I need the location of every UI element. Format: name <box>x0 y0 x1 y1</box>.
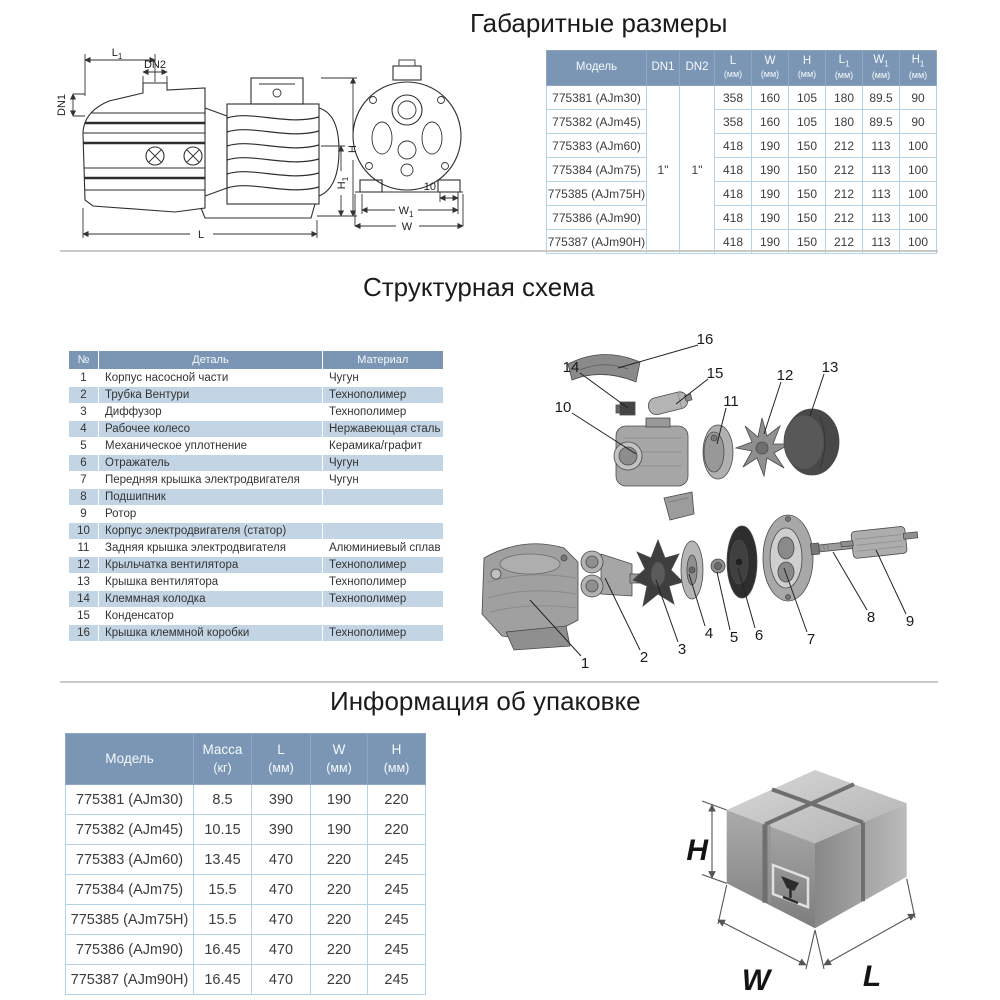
table-cell: 358 <box>715 110 752 134</box>
table-cell: 190 <box>752 158 789 182</box>
table-cell: 90 <box>900 110 937 134</box>
part-label-11: 11 <box>723 393 739 410</box>
table-cell: 245 <box>368 875 426 905</box>
table-cell: Ротор <box>99 506 323 523</box>
table-cell: Крыльчатка вентилятора <box>99 557 323 574</box>
table-cell: 190 <box>752 230 789 254</box>
table-cell: 105 <box>789 86 826 110</box>
dim-label-box-h: H <box>686 834 708 867</box>
table-cell: Трубка Вентури <box>99 387 323 404</box>
table-cell: 7 <box>69 472 99 489</box>
table-row <box>66 785 426 815</box>
table-cell: Технополимер <box>323 625 444 642</box>
part-label-3: 3 <box>677 641 687 658</box>
table-cell: 150 <box>789 182 826 206</box>
part-label-8: 8 <box>866 609 876 626</box>
table-cell: 13.45 <box>194 845 252 875</box>
section-divider <box>60 681 938 683</box>
table-row <box>69 557 444 574</box>
table-row <box>69 523 444 540</box>
table-cell: Чугун <box>323 370 444 387</box>
table-cell: 8.5 <box>194 785 252 815</box>
table-row <box>69 608 444 625</box>
dim-label-l: L <box>197 229 205 241</box>
dim-label-l1: $L_1$ <box>111 47 123 61</box>
table-cell: Отражатель <box>99 455 323 472</box>
table-cell: 15.5 <box>194 875 252 905</box>
column-header: H (мм) <box>789 51 826 86</box>
part-label-12: 12 <box>776 367 794 384</box>
table-cell: 100 <box>900 206 937 230</box>
table-cell: Технополимер <box>323 387 444 404</box>
part-10-stator-housing <box>614 418 688 486</box>
table-cell: 418 <box>715 206 752 230</box>
part-label-5: 5 <box>729 629 739 646</box>
table-cell: 775384 (AJm75) <box>66 875 194 905</box>
merged-cell-dn1: 1" <box>647 86 680 254</box>
table-cell: 470 <box>252 965 311 995</box>
part-5-mechanical-seal <box>711 559 725 573</box>
section-title-packaging: Информация об упаковке <box>330 686 641 716</box>
table-cell <box>323 523 444 540</box>
table-cell: 113 <box>863 230 900 254</box>
table-cell: Клеммная колодка <box>99 591 323 608</box>
table-cell: 113 <box>863 206 900 230</box>
dim-label-dn1: DN1 <box>56 93 68 117</box>
column-header: L (мм) <box>715 51 752 86</box>
table-cell: Механическое уплотнение <box>99 438 323 455</box>
table-cell: 1 <box>69 370 99 387</box>
part-14-terminal-block <box>616 402 635 415</box>
table-cell: 245 <box>368 905 426 935</box>
header-row <box>547 51 937 86</box>
table-cell: 12 <box>69 557 99 574</box>
table-cell: Подшипник <box>99 489 323 506</box>
dim-label-w: W <box>401 221 413 233</box>
table-cell: 16.45 <box>194 965 252 995</box>
table-cell: 15.5 <box>194 905 252 935</box>
table-row <box>547 182 937 206</box>
table-cell: 100 <box>900 134 937 158</box>
table-cell: Диффузор <box>99 404 323 421</box>
table-cell: Технополимер <box>323 557 444 574</box>
table-cell: 212 <box>826 182 863 206</box>
table-cell: 418 <box>715 230 752 254</box>
part-label-16: 16 <box>696 331 714 348</box>
dim-label-foot-offset: 10 <box>423 181 436 193</box>
table-row <box>547 158 937 182</box>
part-9-rotor <box>840 525 919 560</box>
table-row <box>547 86 937 110</box>
table-cell: Крышка клеммной коробки <box>99 625 323 642</box>
table-cell: 220 <box>368 785 426 815</box>
column-header: DN1 <box>647 51 680 86</box>
section-title-structure: Структурная схема <box>363 272 595 302</box>
part-label-2: 2 <box>639 649 649 666</box>
table-cell: 100 <box>900 230 937 254</box>
table-cell: 220 <box>311 965 368 995</box>
table-cell: 775383 (AJm60) <box>547 134 647 158</box>
front-view <box>353 60 463 192</box>
table-row <box>69 489 444 506</box>
dim-label-h1: $H_1$ <box>336 176 350 190</box>
table-row <box>69 370 444 387</box>
table-cell: Задняя крышка электродвигателя <box>99 540 323 557</box>
table-row <box>69 421 444 438</box>
table-row <box>66 965 426 995</box>
table-cell: 220 <box>311 845 368 875</box>
column-header: $H_1$ (мм) <box>900 51 937 86</box>
table-cell: Технополимер <box>323 591 444 608</box>
table-cell: Нержавеющая сталь <box>323 421 444 438</box>
table-row <box>547 110 937 134</box>
table-row <box>69 404 444 421</box>
table-cell: Технополимер <box>323 404 444 421</box>
table-cell: 775384 (AJm75) <box>547 158 647 182</box>
table-row <box>547 206 937 230</box>
parts-table <box>68 350 444 642</box>
table-cell: Технополимер <box>323 574 444 591</box>
table-cell: 190 <box>752 182 789 206</box>
column-header: № <box>69 351 99 370</box>
table-row <box>69 591 444 608</box>
table-cell: 150 <box>789 158 826 182</box>
column-header: H (мм) <box>368 734 426 785</box>
part-12-fan <box>736 418 790 476</box>
part-1-pump-housing <box>482 544 578 650</box>
table-row <box>69 625 444 642</box>
table-cell: 245 <box>368 965 426 995</box>
column-header: Деталь <box>99 351 323 370</box>
table-cell: 2 <box>69 387 99 404</box>
table-cell: 245 <box>368 845 426 875</box>
table-cell: 89.5 <box>863 110 900 134</box>
dim-label-box-w: W <box>741 964 771 997</box>
part-label-9: 9 <box>905 613 915 630</box>
header-row <box>66 734 426 785</box>
table-cell <box>323 608 444 625</box>
table-cell: 775385 (AJm75H) <box>547 182 647 206</box>
table-cell: 150 <box>789 230 826 254</box>
table-cell: 100 <box>900 182 937 206</box>
dim-label-w1: $W_1$ <box>398 205 414 219</box>
table-cell: 105 <box>789 110 826 134</box>
table-row <box>66 815 426 845</box>
table-cell: Корпус насосной части <box>99 370 323 387</box>
table-cell: 390 <box>252 785 311 815</box>
table-cell <box>323 489 444 506</box>
column-header: W (мм) <box>752 51 789 86</box>
header-row <box>69 351 444 370</box>
side-view <box>81 78 339 218</box>
table-cell: 10.15 <box>194 815 252 845</box>
column-header: DN2 <box>680 51 715 86</box>
column-header: $L_1$ (мм) <box>826 51 863 86</box>
column-header: Модель <box>66 734 194 785</box>
table-cell <box>323 506 444 523</box>
table-cell: 418 <box>715 182 752 206</box>
table-cell: 212 <box>826 158 863 182</box>
table-cell: 190 <box>752 134 789 158</box>
table-cell: 775381 (AJm30) <box>66 785 194 815</box>
column-header: Материал <box>323 351 444 370</box>
table-row <box>69 438 444 455</box>
section-title-dimensions: Габаритные размеры <box>470 8 728 38</box>
table-cell: Чугун <box>323 472 444 489</box>
table-cell: 16 <box>69 625 99 642</box>
table-cell: 100 <box>900 158 937 182</box>
table-cell: 8 <box>69 489 99 506</box>
table-cell: 4 <box>69 421 99 438</box>
dimensions-table <box>546 50 937 254</box>
part-13-fan-cover <box>784 409 839 475</box>
table-cell: Керамика/графит <box>323 438 444 455</box>
table-cell: 390 <box>252 815 311 845</box>
package-box-illustration <box>632 748 968 998</box>
column-header: $W_1$ (мм) <box>863 51 900 86</box>
table-cell: 775381 (AJm30) <box>547 86 647 110</box>
table-cell: 418 <box>715 158 752 182</box>
table-cell: Корпус электродвигателя (статор) <box>99 523 323 540</box>
part-leader-lines <box>530 345 906 656</box>
table-cell: 775386 (AJm90) <box>547 206 647 230</box>
table-cell: 190 <box>311 815 368 845</box>
part-3-diffuser <box>633 540 683 606</box>
dim-label-h: H <box>347 145 359 153</box>
table-cell: 775386 (AJm90) <box>66 935 194 965</box>
table-cell: 113 <box>863 158 900 182</box>
table-row <box>69 455 444 472</box>
table-cell: 358 <box>715 86 752 110</box>
table-cell: 220 <box>311 935 368 965</box>
table-cell: 3 <box>69 404 99 421</box>
table-row <box>69 574 444 591</box>
table-cell: 89.5 <box>863 86 900 110</box>
part-11-rear-motor-cover <box>703 425 733 479</box>
part-6-deflector <box>727 526 757 598</box>
table-cell: 775382 (AJm45) <box>66 815 194 845</box>
table-cell: 180 <box>826 86 863 110</box>
table-row <box>69 387 444 404</box>
table-cell: 212 <box>826 134 863 158</box>
table-cell: Крышка вентилятора <box>99 574 323 591</box>
column-header: Модель <box>547 51 647 86</box>
table-row <box>547 134 937 158</box>
table-cell: 150 <box>789 206 826 230</box>
table-cell: Алюминиевый сплав <box>323 540 444 557</box>
part-label-1: 1 <box>580 655 590 672</box>
table-cell: 212 <box>826 230 863 254</box>
column-header: W (мм) <box>311 734 368 785</box>
table-cell: 9 <box>69 506 99 523</box>
table-row <box>66 905 426 935</box>
table-cell: 5 <box>69 438 99 455</box>
table-cell: Передняя крышка электродвигателя <box>99 472 323 489</box>
table-row <box>69 506 444 523</box>
table-row <box>66 935 426 965</box>
table-cell: 10 <box>69 523 99 540</box>
dim-label-dn2: DN2 <box>143 59 167 71</box>
table-cell: 775387 (AJm90H) <box>547 230 647 254</box>
table-cell: 470 <box>252 845 311 875</box>
table-cell: 16.45 <box>194 935 252 965</box>
part-label-4: 4 <box>704 625 714 642</box>
table-cell: 212 <box>826 206 863 230</box>
part-label-10: 10 <box>554 399 572 416</box>
table-cell: 220 <box>311 905 368 935</box>
table-cell: 470 <box>252 905 311 935</box>
part-label-13: 13 <box>821 359 839 376</box>
part-2-venturi <box>581 551 649 597</box>
table-row <box>66 875 426 905</box>
dim-label-box-l: L <box>862 960 882 993</box>
part-15-capacitor <box>647 389 694 416</box>
table-cell: 775387 (AJm90H) <box>66 965 194 995</box>
table-cell: Чугун <box>323 455 444 472</box>
packaging-table <box>65 733 426 995</box>
table-cell: 15 <box>69 608 99 625</box>
table-cell: 13 <box>69 574 99 591</box>
part-7-front-motor-cover <box>763 515 813 601</box>
table-cell: Конденсатор <box>99 608 323 625</box>
table-cell: 775383 (AJm60) <box>66 845 194 875</box>
part-label-7: 7 <box>806 631 816 648</box>
column-header: L (мм) <box>252 734 311 785</box>
table-cell: 470 <box>252 935 311 965</box>
table-cell: 775385 (AJm75H) <box>66 905 194 935</box>
table-cell: 220 <box>368 815 426 845</box>
table-cell: 190 <box>752 206 789 230</box>
table-cell: 180 <box>826 110 863 134</box>
table-cell: 6 <box>69 455 99 472</box>
pump-exploded-diagram <box>468 312 938 672</box>
table-row <box>69 540 444 557</box>
table-cell: 160 <box>752 110 789 134</box>
table-cell: 113 <box>863 182 900 206</box>
table-cell: Рабочее колесо <box>99 421 323 438</box>
box <box>727 770 907 928</box>
table-cell: 90 <box>900 86 937 110</box>
section-divider <box>60 250 938 252</box>
table-cell: 220 <box>311 875 368 905</box>
table-cell: 190 <box>311 785 368 815</box>
table-row <box>66 845 426 875</box>
table-cell: 470 <box>252 875 311 905</box>
part-label-15: 15 <box>706 365 724 382</box>
pump-dimension-drawing <box>55 38 525 248</box>
table-cell: 775382 (AJm45) <box>547 110 647 134</box>
part-label-14: 14 <box>562 359 580 376</box>
loose-bracket <box>664 492 694 520</box>
part-4-impeller <box>681 541 703 599</box>
table-cell: 150 <box>789 134 826 158</box>
table-cell: 160 <box>752 86 789 110</box>
table-cell: 14 <box>69 591 99 608</box>
table-cell: 418 <box>715 134 752 158</box>
merged-cell-dn2: 1" <box>680 86 715 254</box>
table-cell: 11 <box>69 540 99 557</box>
table-cell: 113 <box>863 134 900 158</box>
part-label-6: 6 <box>754 627 764 644</box>
table-row <box>69 472 444 489</box>
table-cell: 245 <box>368 935 426 965</box>
column-header: Масса (кг) <box>194 734 252 785</box>
